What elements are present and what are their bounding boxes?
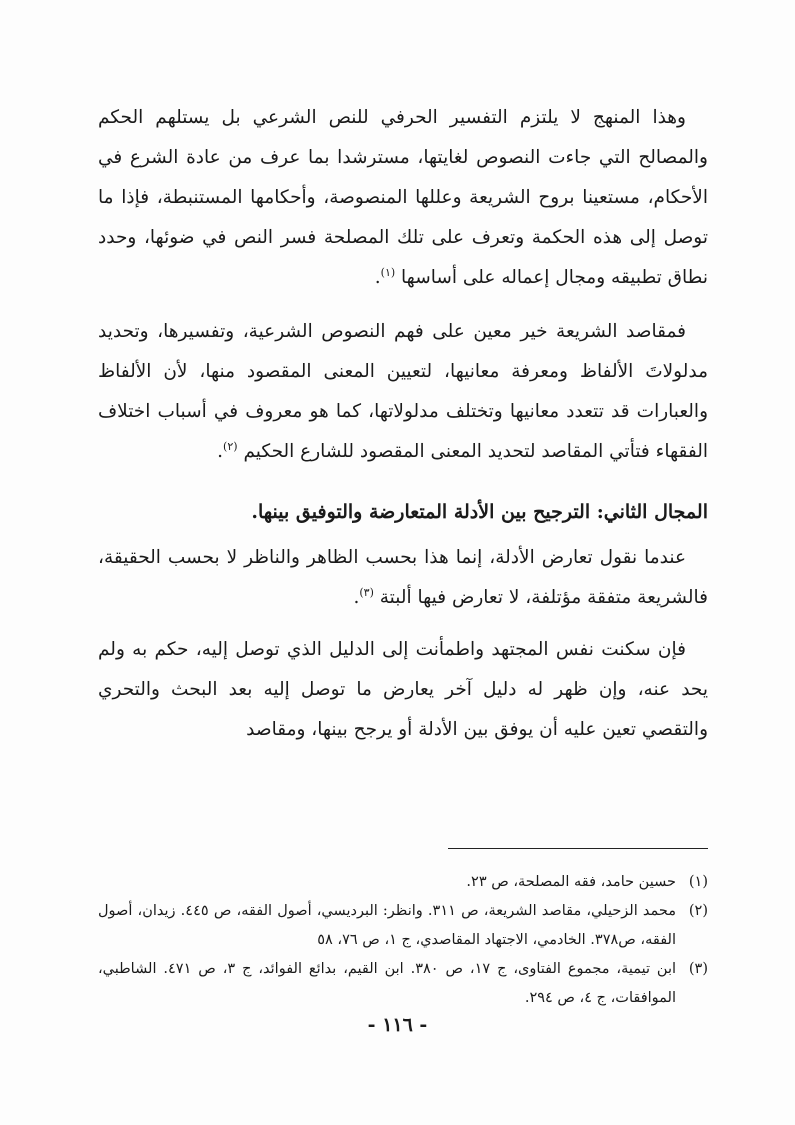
paragraph-1-end: . <box>374 267 381 288</box>
paragraph-1-text: وهذا المنهج لا يلتزم التفسير الحرفي للنص الشرعي بل يستلهم الحكم والمصالح التي جاءت النصوص لغايتها، مسترشدا بما عرف من عادة الشرع في الأحكام، مستعينا بروح الشريعة وعللها المنصوصة، وأحكامها المستنبطة، فإذا ما توصل إلى هذه الحكمة وتعرف على تلك المصلحة فسر النص في ضوئها، وحدد نطاق تطبيقه ومجال إعماله على أساسها <box>98 107 708 288</box>
page-number: - ١١٦ - <box>367 1014 428 1036</box>
paragraph-1 <box>98 98 708 298</box>
main-text <box>98 98 708 750</box>
footnote-separator <box>448 848 708 849</box>
footnote-3 <box>98 955 708 1013</box>
footnotes <box>98 868 708 1013</box>
footnote-text: ابن تيمية، مجموع الفتاوى، ج ١٧، ص ٣٨٠. ابن القيم، بدائع الفوائد، ج ٣، ص ٤٧١. الشاطبي، الموافقات، ج ٤، ص ٢٩٤. <box>98 961 677 1006</box>
footnote-number: (١) <box>688 874 708 890</box>
footnote-number: (٢) <box>688 903 708 919</box>
footnote-ref-2[interactable]: (٢) <box>223 439 238 453</box>
footnote-2 <box>98 897 708 955</box>
section-heading: المجال الثاني: الترجيح بين الأدلة المتعارضة والتوفيق بينها. <box>251 501 708 523</box>
paragraph-2-text: فمقاصد الشريعة خير معين على فهم النصوص الشرعية، وتفسيرها، وتحديد مدلولاتَ الألفاظ ومعرفة معانيها، لتعيين المعنى المقصود منها، لأن الألفاظ والعبارات قد تتعدد معانيها وتختلف مدلولاتها، كما هو معروف في أسباب اختلاف الفقهاء فتأتي المقاصد لتحديد المعنى المقصود للشارع الحكيم <box>98 321 708 462</box>
paragraph-3-text: عندما نقول تعارض الأدلة، إنما هذا بحسب الظاهر والناظر لا بحسب الحقيقة، فالشريعة متفقة مؤتلفة، لا تعارض فيها ألبتة <box>98 547 708 608</box>
footnote-1 <box>98 868 708 897</box>
paragraph-4 <box>98 630 708 750</box>
footnote-number: (٣) <box>688 961 708 977</box>
footnote-ref-3[interactable]: (٣) <box>359 585 374 599</box>
paragraph-2 <box>98 312 708 472</box>
footnote-text: حسين حامد، فقه المصلحة، ص ٢٣. <box>466 874 676 890</box>
footnote-text: محمد الزحيلي، مقاصد الشريعة، ص ٣١١. وانظر: البرديسي، أصول الفقه، ص ٤٤٥. زيدان، أصول الفقه، ص٣٧٨. الخادمي، الاجتهاد المقاصدي، ج ١، ص ٧٦، ٥٨ <box>98 903 677 948</box>
paragraph-2-end: . <box>217 441 224 462</box>
footnote-ref-1[interactable]: (١) <box>380 265 396 279</box>
paragraph-3-end: . <box>353 587 360 608</box>
paragraph-3 <box>98 538 708 618</box>
paragraph-4-text: فإن سكنت نفس المجتهد واطمأنت إلى الدليل الذي توصل إليه، حكم به ولم يحد عنه، وإن ظهر له دليل آخر يعارض ما توصل إليه بعد البحث والتحري والتقصي تعين عليه أن يوفق بين الأدلة أو يرجح بينها، ومقاصد <box>98 639 708 740</box>
